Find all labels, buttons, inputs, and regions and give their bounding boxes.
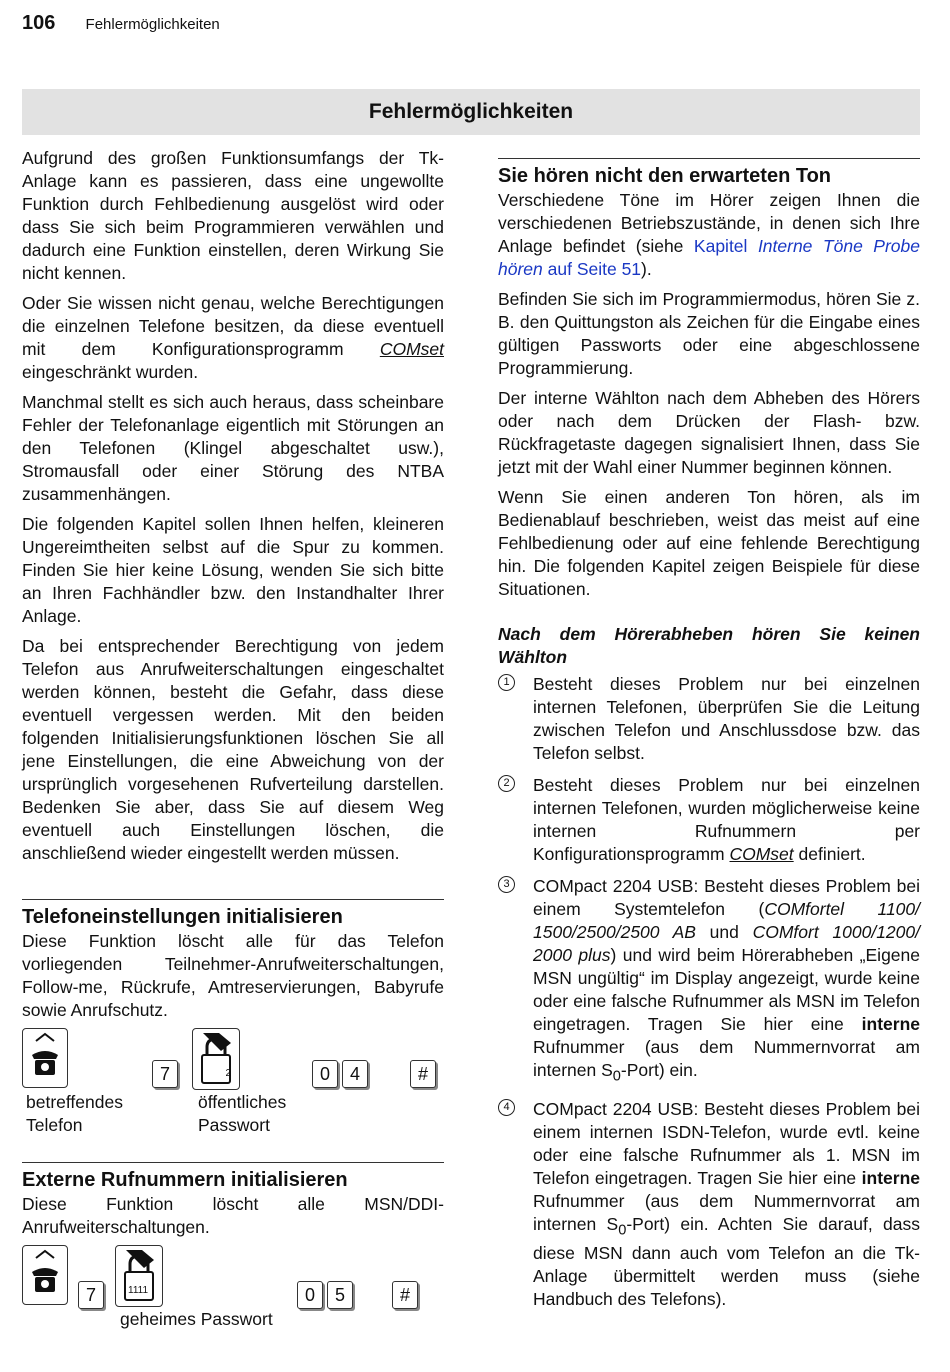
key-sequence (22, 1245, 444, 1345)
lock-icon (192, 1028, 240, 1090)
section-heading: Externe Rufnummern initialisieren (22, 1169, 348, 1191)
paragraph: Der interne Wählton nach dem Abheben des Hörers oder nach dem Drücken der Flash- bzw. Rückfragetaste dagegen signalisiert Ihnen, dass Sie jetzt mit der Wahl einer Nummer beginnen können. (498, 388, 920, 477)
label-password: geheimes Passwort (120, 1309, 273, 1329)
section-text: Diese Funktion löscht alle für das Telefon vorliegenden Teilnehmer-Anrufweiterschaltungen, Follow-me, Rückrufe, Amtreservierungen, Babyrufe sowie Anrufschutz. (22, 931, 444, 1020)
page-number: 106 (22, 12, 56, 34)
paragraph: Die folgenden Kapitel sollen Ihnen helfen, kleineren Ungereimtheiten selbst auf die Spur zu kommen. Finden Sie hier keine Lösung, wenden Sie sich bitte an Ihren Fachhändler bzw. den Instandhalter Ihrer Anlage. (22, 514, 444, 626)
paragraph: Oder Sie wissen nicht genau, welche Berechtigungen die einzelnen Telefone besitzen, da diese eventuell mit dem Konfigurationsprogramm COMset eingeschränkt wurden. (22, 293, 444, 382)
list-item: 3 COMpact 2204 USB: Besteht dieses Problem bei einem Systemtelefon (COMfortel 1100/ 1500/2500/2500 AB und COMfort 1000/1200/ 2000 plus) und wird beim Hörerabheben „Eigene MSN ungültig“ im Display angezeigt, wurde keine oder eine falsche Rufnummer als MSN im Telefon eingetragen. Tragen Sie hier eine interne Rufnummer (aus dem Nummernvorrat am internen $S_0-Port$) ein. (498, 875, 920, 1089)
comset-link[interactable]: COMset (729, 844, 794, 864)
paragraph: Aufgrund des großen Funktionsumfangs der Tk-Anlage kann es passieren, dass eine ungewollte Funktion durch Fehlbedienung ausgelöst wird oder dass Sie sich beim Programmieren verwählen und dadurch eine Funktion einstellen, deren Wirkung Sie nicht kennen. (22, 148, 444, 283)
list-item: 1 Besteht dieses Problem nur bei einzelnen internen Telefonen, überprüfen Sie die Leitung zwischen Telefon und Anschlussdose bzw. das Telefon selbst. (498, 673, 920, 765)
page-header (22, 12, 220, 35)
item-marker: 1 (498, 674, 515, 691)
section-heading: Telefoneinstellungen initialisieren (22, 906, 343, 928)
subheading: Nach dem Hörerabheben hören Sie keinen Wählton (498, 624, 920, 667)
paragraph: Da bei entsprechender Berechtigung von jedem Telefon aus Anrufweiterschaltungen eingeschaltet werden können, besteht die Gefahr, dass diese eventuell vergessen werden. Mit den beiden folgenden Initialisierungsfunktionen löschen Sie all jene Einstellungen, die eine Abweichung von der ursprünglich vorgesehenen Rufverteilung darstellen. Bedenken Sie aber, dass Sie auf diesem Weg eventuell auch Einstellungen löschen, die anschließend wieder eingestellt werden müssen. (22, 636, 444, 863)
key-7: 7 (152, 1060, 178, 1088)
paragraph: Befinden Sie sich im Programmiermodus, hören Sie z. B. den Quittungston als Zeichen für die Eingabe eines gültigen Passworts oder eine abgeschlossene Programmierung. (498, 289, 920, 378)
key-0: 0 (312, 1060, 338, 1088)
lock-digits: 1111 (128, 1285, 149, 1296)
phone-icon (22, 1028, 68, 1088)
label-password: öffentliches Passwort (198, 1092, 287, 1135)
crossref-link[interactable]: Kapitel Interne Töne Probe hören auf Seite 51 (498, 236, 920, 279)
section-text: Diese Funktion löscht alle MSN/DDI-Anrufweiterschaltungen. (22, 1194, 444, 1237)
left-column (22, 147, 444, 1345)
key-0: 0 (297, 1281, 323, 1309)
list-item: 2 Besteht dieses Problem nur bei einzelnen internen Telefonen, wurden möglicherweise keine internen Rufnummern per Konfigurationsprogramm COMset definiert. (498, 774, 920, 866)
list-item: 4 COMpact 2204 USB: Besteht dieses Problem bei einem internen ISDN-Telefon, wurde evtl. keine oder eine falsche Rufnummer als 1. MSN im Telefon eingetragen. Tragen Sie hier eine interne Rufnummer (aus dem Nummernvorrat am internen $S_0-Port$) ein. Achten Sie darauf, dass diese MSN dann auch vom Telefon an die Tk-Anlage übermittelt werden muss (siehe Handbuch des Telefons). (498, 1098, 920, 1312)
key-sequence (22, 1028, 444, 1148)
running-header: Fehlermöglichkeiten (85, 16, 220, 33)
paragraph: Manchmal stellt es sich auch heraus, dass scheinbare Fehler der Telefonanlage eigentlich mit Störungen an den Telefonen (Klingel abgeschaltet usw.), Stromausfall oder einer Störung des NTBA zusammenhängen. (22, 392, 444, 504)
lock-digit: 2 (225, 1068, 231, 1079)
comset-link[interactable]: COMset (379, 339, 444, 359)
item-marker: 3 (498, 876, 515, 893)
lock-icon (115, 1245, 163, 1307)
item-marker: 2 (498, 775, 515, 792)
paragraph: Verschiedene Töne im Hörer zeigen Ihnen die verschiedenen Betriebszustände, in denen sich Ihre Anlage befindet (siehe Kapitel Interne Töne Probe hören auf Seite 51). (498, 190, 920, 279)
right-column (498, 160, 920, 1320)
item-marker: 4 (498, 1099, 515, 1116)
page-title: Fehlermöglichkeiten (22, 89, 920, 135)
numbered-list (498, 673, 920, 1311)
key-hash: # (410, 1060, 436, 1088)
label-phone: betreffendes Telefon (26, 1092, 123, 1135)
key-4: 4 (342, 1060, 368, 1088)
paragraph: Wenn Sie einen anderen Ton hören, als im Bedienablauf beschrieben, weist das meist auf eine Fehlbedienung oder auf eine fehlende Berechtigung hin. Die folgenden Kapitel zeigen Beispiele für diese Situationen. (498, 487, 920, 599)
section-heading: Sie hören nicht den erwarteten Ton (498, 165, 832, 187)
phone-icon (22, 1245, 68, 1305)
key-5: 5 (327, 1281, 353, 1309)
key-7: 7 (78, 1281, 104, 1309)
key-hash: # (392, 1281, 418, 1309)
